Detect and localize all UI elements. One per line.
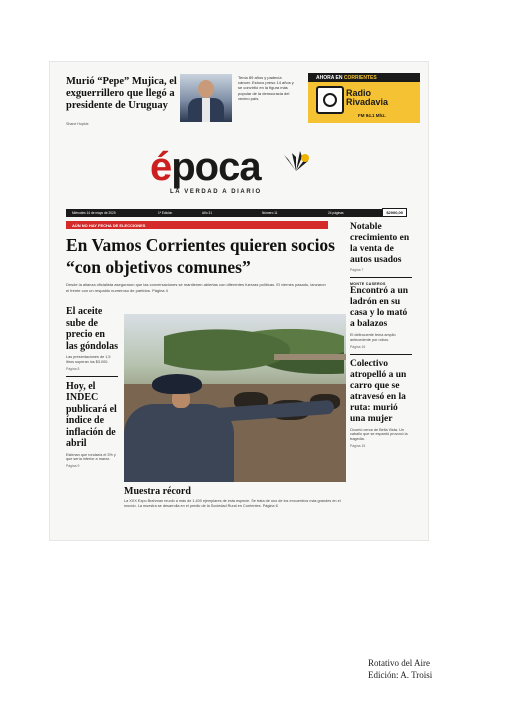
radio-ad-bar (308, 73, 420, 82)
issue-year: Año 31 (202, 211, 213, 215)
left-story-2[interactable] (66, 381, 118, 469)
section-strip-label: AÚN NO HAY FECHA DE ELECCIONES (72, 222, 146, 228)
main-lede: Desde la alianza oficialista aseguraron que las conversaciones se mantienen abiertas con diferentes fuerzas políticas. El viernes pasado, lanzaron el frente con un respaldo numeroso de partidos. Página 4 (66, 282, 326, 293)
footer-line-1: Rotativo del Aire (368, 658, 430, 668)
mujica-photo (180, 74, 232, 122)
photo-story[interactable] (124, 486, 348, 509)
main-headline: En Vamos Corrientes quieren socios “con objetivos comunes” (66, 235, 335, 277)
photo-story-text: La XXX Expo Brahman reunió a más de 1.400 ejemplares de esta especie. Se trata de uno de los encuentros más grandes en el mundo. La muestra se desarrolla en el predio de la Sociedad Rural en Corrientes. Página 6 (124, 499, 341, 508)
main-story[interactable] (66, 234, 338, 293)
sun-rays-icon (278, 149, 314, 171)
right-story-section: MONTE CASEROS (350, 282, 386, 286)
radio-rivadavia-ad[interactable] (308, 73, 420, 123)
top-story-text: Tenía 89 años y padecía cáncer. Estuvo preso 14 años y se convirtió en la figura más popular de la democracia del vecino país. (238, 75, 294, 101)
photo-trees (164, 314, 344, 374)
top-story[interactable] (62, 72, 177, 130)
left-story-headline: Hoy, el INDEC publicará el índice de inflación de abril (66, 380, 117, 450)
footer-line-2: Edición: A. Troisi (368, 670, 433, 680)
issue-price: $2000,00 (382, 208, 407, 217)
masthead[interactable] (150, 147, 330, 199)
right-story-1[interactable] (350, 222, 412, 272)
divider (66, 376, 118, 377)
main-page: Página 4 (152, 287, 168, 293)
right-story-page: Página 15 (350, 443, 366, 448)
issue-number: Número 11 (262, 211, 278, 215)
radio-ad-name: Radio Rivadavia (346, 88, 389, 107)
top-banner (62, 72, 418, 130)
left-story-text: Las presentaciones de 1,5 litros superan los $3.000. (66, 355, 111, 364)
section-strip (66, 221, 328, 229)
divider (350, 354, 412, 355)
radio-ad-label: AHORA EN (316, 74, 343, 81)
photo-fence (274, 354, 346, 360)
left-story-page: Página 8 (66, 366, 80, 371)
right-story-2[interactable] (350, 282, 412, 349)
brand-logo (150, 147, 261, 187)
divider (350, 277, 412, 278)
right-story-3[interactable] (350, 359, 412, 448)
radio-ad-city: CORRIENTES (343, 74, 377, 81)
photo-head (198, 80, 214, 98)
right-story-text: El delincuente tenía amplio antecedente por robos. (350, 333, 396, 342)
right-story-headline: Colectivo atropelló a un carro que se atravesó en la ruta: murió una mujer (350, 358, 407, 424)
left-story-page: Página 9 (66, 464, 80, 469)
issue-date: Miércoles 14 de mayo de 2025 (72, 211, 116, 215)
radio-ad-frequency: FM 94.1 Mhz. (358, 113, 386, 118)
right-story-page: Página 7 (350, 268, 364, 272)
right-story-page: Página 16 (350, 344, 366, 349)
top-story-headline: Murió “Pepe” Mujica, el exguerrillero que llegó a presidente de Uruguay (66, 76, 177, 111)
left-story-text: Estiman que rondaría el 3% y que sería inferior a marzo. (66, 452, 116, 462)
date-bar (66, 209, 406, 217)
right-story-text: Ocurrió cerca de Bella Vista. Un caballo que se espantó provocó la tragedia. (350, 427, 408, 442)
radio-logo-icon (316, 86, 344, 114)
brand-first: é (150, 145, 172, 189)
photo-shirt (202, 98, 210, 122)
top-story-credit: Shane Hopkie (66, 122, 89, 126)
beret-icon (152, 374, 202, 394)
photo-story-headline: Muestra récord (124, 486, 191, 497)
right-story-headline: Notable crecimiento en la venta de autos usados (350, 222, 410, 265)
left-story-1[interactable] (66, 306, 118, 371)
newspaper-front-page (50, 62, 428, 540)
issue-pages: 24 páginas (328, 211, 344, 215)
photo-man (124, 374, 244, 482)
footer-credit (368, 657, 432, 681)
left-story-headline: El aceite sube de precio en las góndolas (66, 306, 118, 352)
issue-edition: 1ª Edición (158, 211, 173, 215)
cattle-show-photo (124, 314, 346, 482)
right-column (350, 222, 412, 448)
photo-story-page: Página 6 (262, 503, 278, 508)
masthead-tagline: LA VERDAD A DIARIO (170, 189, 262, 195)
right-story-headline: Encontró a un ladrón en su casa y lo mató a balazos (350, 286, 409, 329)
left-column (66, 306, 118, 468)
brand-rest: poca (171, 145, 261, 189)
